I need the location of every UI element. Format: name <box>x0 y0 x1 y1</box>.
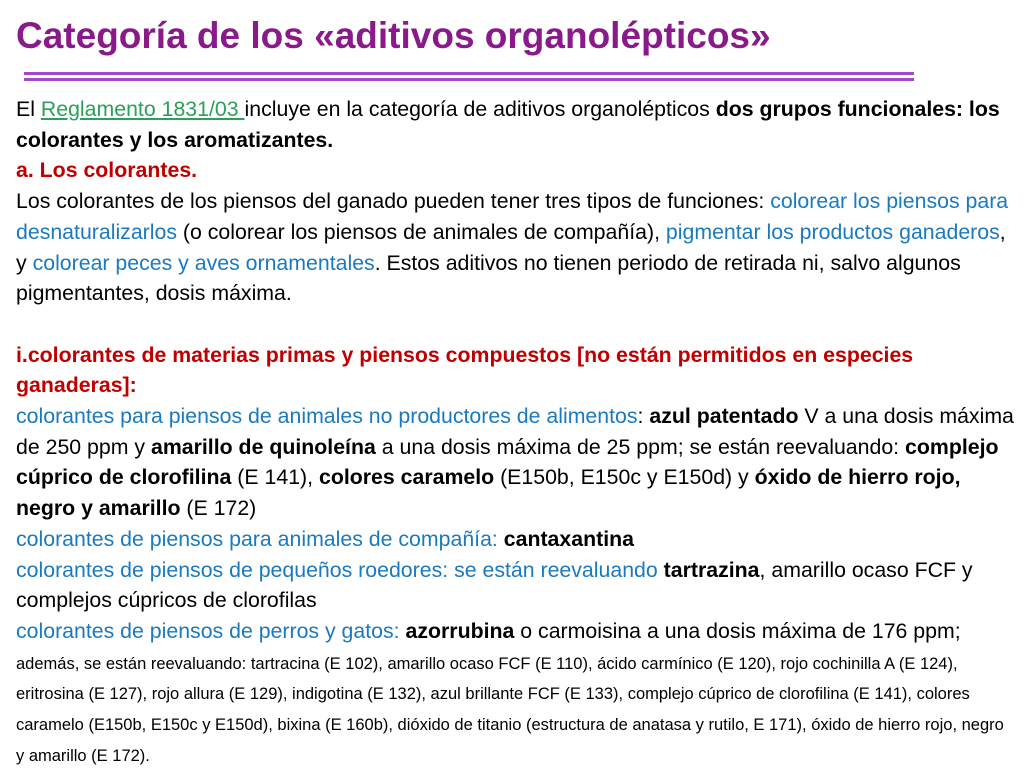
intro-text-1: El <box>16 97 41 121</box>
rodents-bold: tartrazina <box>663 557 760 582</box>
intro-bold: dos grupos funcionales: los colorantes y los aromatizantes. <box>16 97 1000 152</box>
functions-text-2: (o colorear los piensos de animales de compañía), <box>177 219 666 244</box>
non-food-blue: colorantes para piensos de animales no productores de alimentos <box>16 404 638 429</box>
non-food-paragraph <box>16 401 1016 524</box>
functions-paragraph <box>16 186 1016 309</box>
rodents-paragraph <box>16 555 1016 616</box>
non-food-bold-3: complejo cúprico de clorofilina <box>16 434 999 490</box>
section-i-heading: i.colorantes de materias primas y piensos compuestos [no están permitidos en especies ganaderas]: <box>16 342 914 398</box>
non-food-text-1: : <box>637 404 650 429</box>
rodents-text: , amarillo ocaso FCF y complejos cúpricos de clorofilas <box>16 557 973 613</box>
dogs-cats-paragraph <box>16 616 1016 768</box>
non-food-bold-1: azul patentado <box>649 404 799 429</box>
dogs-cats-text: o carmoisina a una dosis máxima de 176 ppm; <box>514 618 961 643</box>
functions-blue-2: pigmentar los productos ganaderos <box>665 219 1000 244</box>
functions-blue-1: colorear los piensos para desnaturalizarlos <box>16 189 1009 244</box>
non-food-bold-5: óxido de hierro rojo, negro y amarillo <box>16 465 961 521</box>
dogs-cats-bold: azorrubina <box>405 618 515 643</box>
functions-text-3: , y <box>16 219 1006 275</box>
companion-blue: colorantes de piensos para animales de compañía: <box>16 526 504 551</box>
companion-bold: cantaxantina <box>503 526 634 551</box>
companion-paragraph <box>16 524 1016 555</box>
regulation-link[interactable]: Reglamento 1831/03 <box>40 97 245 121</box>
non-food-text-4: (E 141), <box>231 465 319 490</box>
section-a-heading: a. Los colorantes. <box>16 158 198 183</box>
title-divider-bottom <box>24 78 914 81</box>
non-food-text-3: a una dosis máxima de 25 ppm; se están reevaluando: <box>375 434 906 459</box>
non-food-text-5: (E150b, E150c y E150d) y <box>494 465 755 490</box>
paragraph-gap <box>16 309 1016 340</box>
slide-title: Categoría de los «aditivos organolépticos» <box>16 15 771 56</box>
non-food-text-2: V a una dosis máxima de 250 ppm y <box>16 404 1014 459</box>
title-divider-top <box>24 72 914 75</box>
slide-body <box>16 94 1016 768</box>
intro-text-2: incluye en la categoría de aditivos organolépticos <box>244 97 716 121</box>
non-food-text-6: (E 172) <box>180 496 257 521</box>
non-food-bold-4: colores caramelo <box>318 465 495 490</box>
dogs-cats-small-text: además, se están reevaluando: tartracina (E 102), amarillo ocaso FCF (E 110), ácido carmínico (E 120), rojo cochinilla A (E 124), eritrosina (E 127), rojo allura (E 129), indigotina (E 132), azul brillante FCF (E 133), complejo cúprico de clorofilina (E 141), colores caramelo (E150b, E150c y E150d), bixina (E 160b), dióxido de titanio (estructura de anatasa y rutilo, E 171), óxido de hierro rojo, negro y amarillo (E 172). <box>16 654 1004 765</box>
functions-text-4: . Estos aditivos no tienen periodo de retirada ni, salvo algunos pigmentantes, dosis máxima. <box>16 250 961 306</box>
rodents-blue: colorantes de piensos de pequeños roedores: se están reevaluando <box>16 557 664 582</box>
intro-paragraph <box>16 94 1016 155</box>
non-food-bold-2: amarillo de quinoleína <box>150 434 376 459</box>
dogs-cats-blue: colorantes de piensos de perros y gatos: <box>16 618 406 643</box>
functions-text-1: Los colorantes de los piensos del ganado pueden tener tres tipos de funciones: <box>16 189 771 214</box>
functions-blue-3: colorear peces y aves ornamentales <box>32 250 375 275</box>
